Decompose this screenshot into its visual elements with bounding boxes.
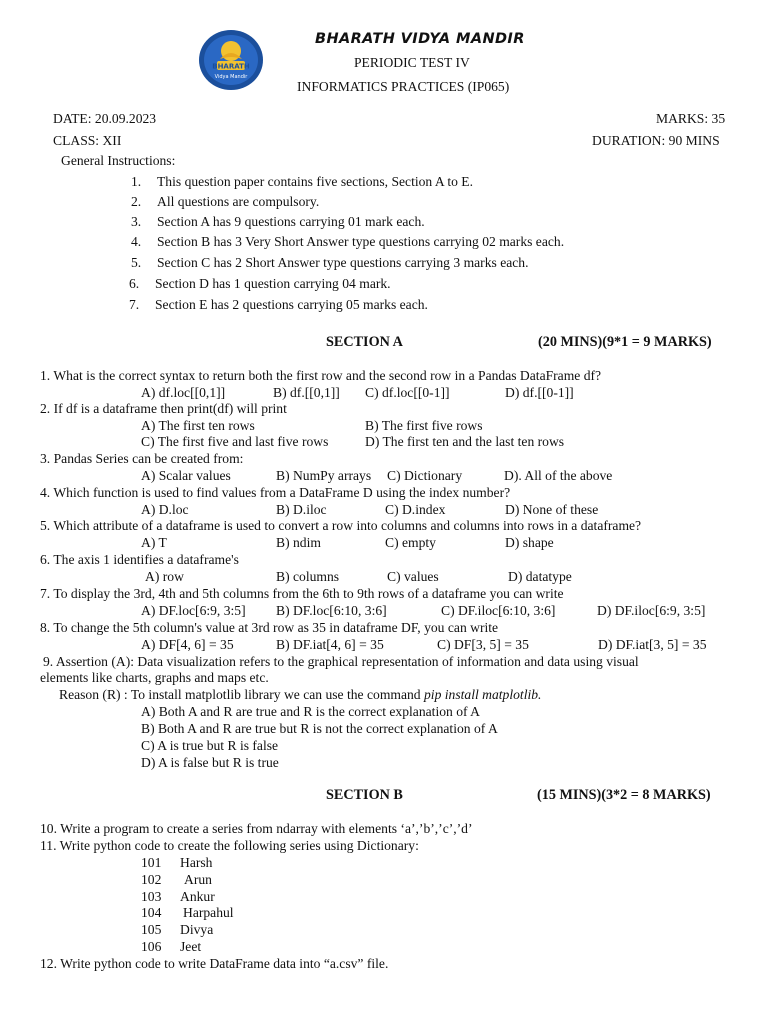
question-text-cont: elements like charts, graphs and maps etc. xyxy=(40,670,269,685)
series-value: Ankur xyxy=(180,889,215,904)
subject-title: INFORMATICS PRACTICES (IP065) xyxy=(297,79,510,94)
series-value: Divya xyxy=(180,922,214,937)
series-value: Arun xyxy=(184,872,212,887)
section-b-meta: (15 MINS)(3*2 = 8 MARKS) xyxy=(537,787,711,803)
section-a-meta: (20 MINS)(9*1 = 9 MARKS) xyxy=(538,334,712,350)
question-text: 8. To change the 5th column's value at 3rd row as 35 in dataframe DF, you can write xyxy=(40,620,499,635)
option-b: B) ndim xyxy=(276,535,321,550)
logo-subtext: Vidya Mandir xyxy=(214,74,248,80)
option-b: B) df.[[0,1]] xyxy=(273,385,340,400)
school-name: BHARATH VIDYA MANDIR xyxy=(315,31,525,47)
instruction-item: 5. Section C has 2 Short Answer type questions carrying 3 marks each. xyxy=(131,255,529,270)
option-a: A) df.loc[[0,1]] xyxy=(141,385,226,400)
exam-date: DATE: 20.09.2023 xyxy=(53,111,157,126)
option-a: A) T xyxy=(141,535,167,550)
instruction-item: 3. Section A has 9 questions carrying 01 mark each. xyxy=(131,214,425,229)
series-key: 105 xyxy=(141,922,162,937)
series-key: 102 xyxy=(141,872,162,887)
option-a: A) D.loc xyxy=(141,502,189,517)
option-b: B) D.iloc xyxy=(276,502,327,517)
option-d: D) shape xyxy=(505,535,554,550)
question-text: 2. If df is a dataframe then print(df) will print xyxy=(40,401,287,416)
option-d: D). All of the above xyxy=(504,468,613,483)
duration-label: DURATION: 90 MINS xyxy=(592,133,720,148)
option-c: C) df.loc[[0-1]] xyxy=(365,385,450,400)
option-b: B) The first five rows xyxy=(365,418,483,433)
series-value: Jeet xyxy=(180,939,202,954)
option-a: A) row xyxy=(145,569,184,584)
question-text: 4. Which function is used to find values from a DataFrame D using the index number? xyxy=(40,485,511,500)
series-key: 103 xyxy=(141,889,162,904)
series-value: Harpahul xyxy=(183,905,234,920)
option-c: C) A is true but R is false xyxy=(141,738,279,753)
total-marks: MARKS: 35 xyxy=(656,111,726,126)
reason-command: pip install matplotlib. xyxy=(424,687,542,702)
option-a: A) Scalar values xyxy=(141,468,231,483)
question-text: 7. To display the 3rd, 4th and 5th columns from the 6th to 9th rows of a dataframe you can write xyxy=(40,586,564,601)
series-value: Harsh xyxy=(180,855,213,870)
exam-title: PERIODIC TEST IV xyxy=(354,55,470,70)
option-d: D) None of these xyxy=(505,502,599,517)
option-c: C) Dictionary xyxy=(387,468,463,483)
question-text: 6. The axis 1 identifies a dataframe's xyxy=(40,552,239,567)
instruction-item: 2. All questions are compulsory. xyxy=(131,194,320,209)
option-c: C) The first five and last five rows xyxy=(141,434,329,449)
instruction-item: 6. Section D has 1 question carrying 04 mark. xyxy=(129,276,391,291)
option-d: D) datatype xyxy=(508,569,572,584)
option-b: B) DF.loc[6:10, 3:6] xyxy=(276,603,387,618)
option-c: C) D.index xyxy=(385,502,446,517)
option-a: A) Both A and R are true and R is the correct explanation of A xyxy=(141,704,480,719)
section-a-title: SECTION A xyxy=(326,334,403,350)
option-c: C) DF.iloc[6:10, 3:6] xyxy=(441,603,556,618)
instruction-item: 7. Section E has 2 questions carrying 05 marks each. xyxy=(129,297,428,312)
option-b: B) Both A and R are true but R is not the correct explanation of A xyxy=(141,721,498,736)
question-text: 10. Write a program to create a series from ndarray with elements ‘a’,’b’,’c’,’d’ xyxy=(40,821,473,836)
question-text: 11. Write python code to create the following series using Dictionary: xyxy=(40,838,419,853)
question-text: 5. Which attribute of a dataframe is used to convert a row into columns and columns into rows in a dataframe? xyxy=(40,518,642,533)
class-label: CLASS: XII xyxy=(53,133,122,148)
option-b: B) DF.iat[4, 6] = 35 xyxy=(276,637,384,652)
series-key: 104 xyxy=(141,905,162,920)
option-a: A) The first ten rows xyxy=(141,418,255,433)
school-logo xyxy=(198,29,264,91)
instruction-item: 4. Section B has 3 Very Short Answer type questions carrying 02 marks each. xyxy=(131,234,565,249)
instructions-title: General Instructions: xyxy=(61,153,176,168)
option-b: B) NumPy arrays xyxy=(276,468,372,483)
question-text: 9. Assertion (A): Data visualization refers to the graphical representation of information and data using visual xyxy=(43,654,639,669)
option-c: C) DF[3, 5] = 35 xyxy=(437,637,529,652)
option-a: A) DF[4, 6] = 35 xyxy=(141,637,234,652)
option-d: D) DF.iloc[6:9, 3:5] xyxy=(597,603,706,618)
option-c: C) empty xyxy=(385,535,436,550)
series-key: 101 xyxy=(141,855,162,870)
option-a: A) DF.loc[6:9, 3:5] xyxy=(141,603,246,618)
series-key: 106 xyxy=(141,939,162,954)
question-text: 12. Write python code to write DataFrame data into “a.csv” file. xyxy=(40,956,389,971)
option-c: C) values xyxy=(387,569,439,584)
section-b-title: SECTION B xyxy=(326,787,403,803)
option-d: D) df.[[0-1]] xyxy=(505,385,574,400)
option-d: D) A is false but R is true xyxy=(141,755,279,770)
option-d: D) The first ten and the last ten rows xyxy=(365,434,565,449)
option-b: B) columns xyxy=(276,569,340,584)
reason-text: Reason (R) : To install matplotlib library we can use the command pip install matplotlib. xyxy=(59,687,542,702)
logo-text: BHARATH xyxy=(212,62,250,71)
instruction-item: 1. This question paper contains five sections, Section A to E. xyxy=(131,174,474,189)
question-text: 1. What is the correct syntax to return both the first row and the second row in a Pandas DataFrame df? xyxy=(40,368,602,383)
question-text: 3. Pandas Series can be created from: xyxy=(40,451,244,466)
option-d: D) DF.iat[3, 5] = 35 xyxy=(598,637,707,652)
